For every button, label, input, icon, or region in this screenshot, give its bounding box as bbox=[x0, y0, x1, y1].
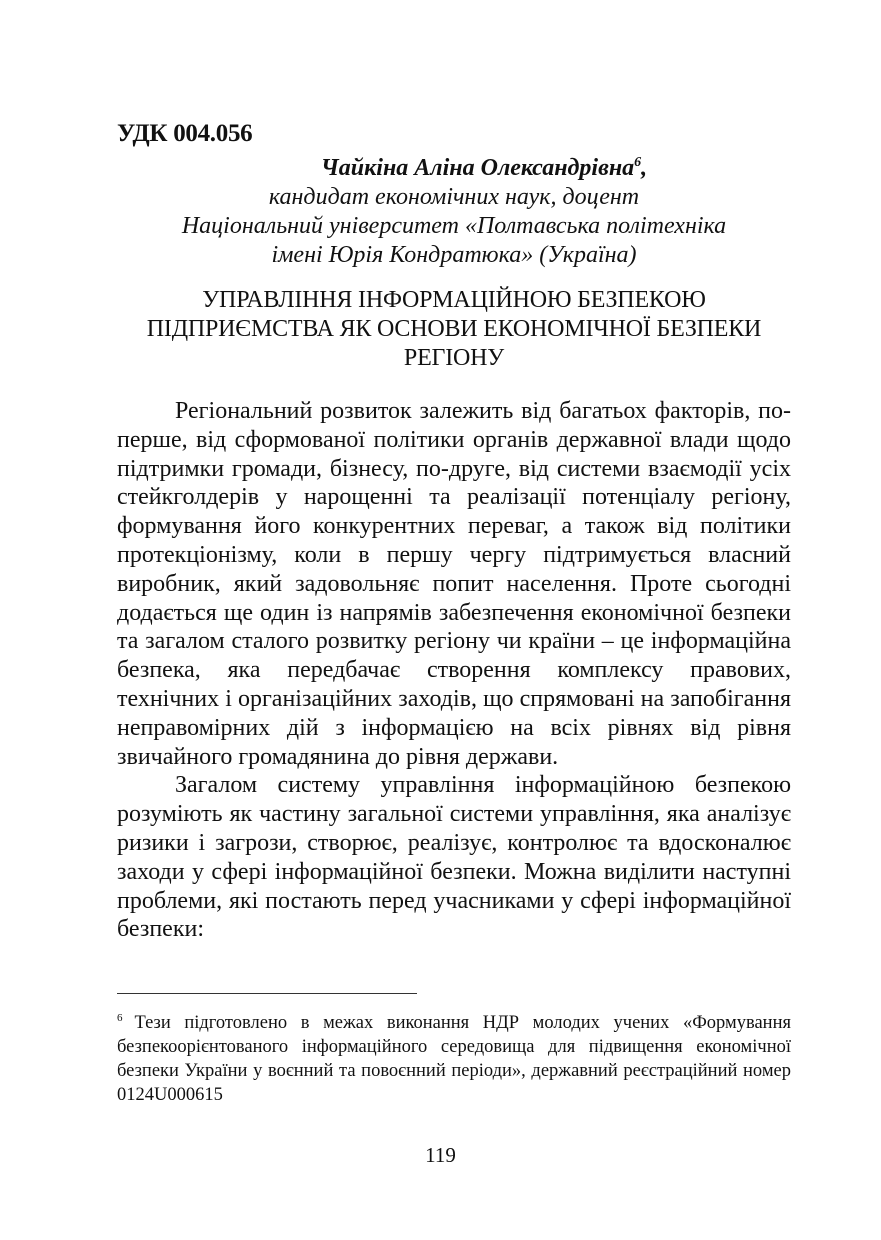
footnote bbox=[117, 1006, 791, 1107]
author-name: Чайкіна Аліна Олександрівна$^6$, bbox=[320, 155, 648, 181]
udc-code: УДК 004.056 bbox=[117, 120, 253, 147]
footnote-text: Тези підготовлено в межах виконання НДР молодих учених «Формування безпекоорієнтованого інформаційного середовища для підвищення економічної безпеки України у воєнний та повоєнний періоди», державний реєстраційний номер 0124U000615 bbox=[117, 1013, 791, 1106]
paragraph: Регіональний розвиток залежить від багатьох факторів, по-перше, від сформованої політики органів державної влади щодо підтримки громади, бізнесу, по-друге, від системи взаємодії усіх стейкголдерів у нарощенні та реалізації потенціалу регіону, формування його конкурентних переваг, а також від політики протекціонізму, коли в першу чергу підтримується власний виробник, який задовольняє попит населення. Проте сьогодні додається ще один із напрямів забезпечення економічної безпеки та загалом сталого розвитку регіону чи країни – це інформаційна безпека, яка передбачає створення комплексу правових, технічних і організаційних заходів, що спрямовані на запобігання неправомірних дій з інформацією на всіх рівнях від рівня звичайного громадянина до рівня держави. bbox=[117, 398, 791, 770]
author-block bbox=[117, 148, 791, 270]
paragraph: Загалом систему управління інформаційною безпекою розуміють як частину загальної системи управління, яка аналізує ризики і загрози, створює, реалізує, контролює та вдосконалює заходи у сфері інформаційної безпеки. Можна виділити наступні проблеми, які постають перед учасниками у сфері інформаційної безпеки: bbox=[117, 772, 791, 943]
author-affiliation-line1: Національний університет «Полтавська політехніка bbox=[181, 213, 727, 239]
footnote-reference[interactable]: 6 bbox=[634, 155, 642, 170]
author-affiliation-line2: імені Юрія Кондратюка» (Україна) bbox=[271, 242, 637, 268]
article-title bbox=[117, 286, 791, 373]
body-text bbox=[117, 397, 791, 944]
title-line: ПІДПРИЄМСТВА ЯК ОСНОВИ ЕКОНОМІЧНОЇ БЕЗПЕКИ bbox=[146, 316, 762, 342]
page-number: 119 bbox=[425, 1143, 456, 1167]
footnote-mark: 6 bbox=[117, 1012, 123, 1024]
title-line: УПРАВЛІННЯ ІНФОРМАЦІЙНОЮ БЕЗПЕКОЮ bbox=[202, 287, 706, 313]
author-degree: кандидат економічних наук, доцент bbox=[268, 184, 640, 210]
footnote-separator bbox=[117, 993, 417, 994]
title-line: РЕГІОНУ bbox=[403, 345, 505, 371]
